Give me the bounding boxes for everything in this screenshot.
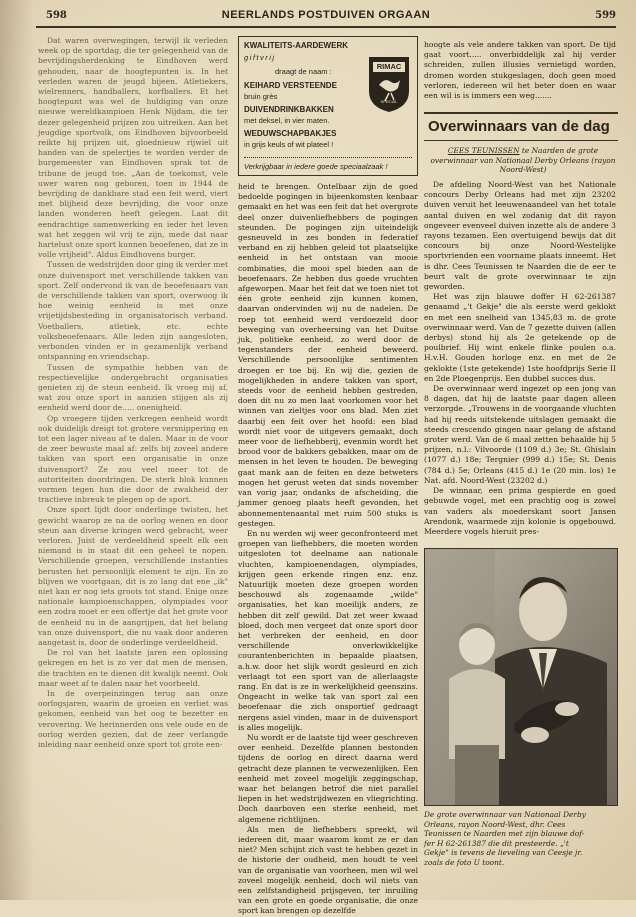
subhead-text: te Naarden de grote overwinnaar van Nationaal Derby Orleans (rayon Noord-West): [430, 146, 616, 174]
ad-product-line: KEIHARD VERSTEENDE: [244, 81, 337, 90]
section-rule-top: [424, 112, 618, 114]
right-top-paragraph: hoogte als vele andere takken van sport. De tijd gaat voort..... onverbiddelijk zal hij verder schreiden, zullen illusies vernietigd worden, dromen worden stukgeslagen, doch geen moed verloren, iedereen wil het beter doen en waar een wil is is immers een weg.......: [424, 40, 616, 101]
advertisement-box: [238, 36, 418, 176]
winner-photo: [424, 548, 618, 806]
ad-tagline: giftvrij: [244, 53, 276, 62]
left-paragraph: Op vroegere tijden verkregen eenheid wordt ook duidelijk dreigt tot grotere versnippering en tot een lager niveau af te dalen. Maar in de voor de zeer bewuste maal af: zelfs bij zoveel andere takken van sport een organisatie in onze duivensport? Ze zou veel meer tot de autoriteiten doordringen. De sterk blok kunnen vormen tegen hun die door de zwakheid der tractieve inbreuk te plegen op de sport.: [38, 413, 228, 505]
ad-divider: [244, 157, 412, 158]
right-paragraph: De afdeling Noord-West van het Nationale concours Derby Orleans had met zijn 23202 duiven veruit het leeuwenaandeel van het totale aantal duiven en wel zodanig dat dit rayon ongeveer evenveel duiven inzette als de andere 3 rayons tezamen. Een overtuigend bewijs dat dit concours bij onze Noord-Westelijke sportvrienden een voorname plaats inneemt. Het is dhr. Cees Teunissen te Naarden die de eer te beurt valt de grote overwinnaar te zijn geworden.: [424, 180, 616, 292]
ad-text: draagt de naam :: [275, 67, 332, 76]
middle-paragraph: heid te brengen. Ontelbaar zijn de goed bedoelde pogingen in bijeenkomsten kenbaar gemaakt en het was een feit dat het overgrote deel onzer duivenliefhebbers de pogingen steunden. De pogingen zijn uiteindelijk gesneuveld in zes bonden in federatief verband en zij hebben geleid tot plaatselijke eenheid in het ontstaan van mooie combinaties, die mooi spel bieden aan de beoefenaars. Ze hebben dus goede vruchten afgeworpen. Maar het feit dat we toen niet tot één grote eenheid zijn kunnen komen, daarvan ondervinden wij nu de nadelen. De roep tot eenheid werd verdoezeld door beweging van overheersing van het Duitse juk, politieke eenheid, zo werd door de tegenstanders der eenheid beweerd. Verschillende persoonlijke sentimenten droegen er toe bij. En wij die, gezien de mogelijkheden in andere takken van sport, steeds voor de eenheid hebben gestreden, doen dit nu zo men laat voorkomen voor het winnen van zieltjes voor ons blad. Men ziet daarbij een feit over het hoofd: een blad wordt niet voor de uitgevers gemaakt, doch meer voor de liefhebberij, evenmin wordt het brood voor de bakkers gebakken, maar om de mensen in het leven te houden. De beweging gaat mank aan de feiten en deze betweters mogen het gerust weten dat sinds november van vorig jaar, ondanks de afscheiding, die jammer genoeg plaats heeft gevonden, het abonnementenaantal met ruim 500 stuks is gestegen.: [238, 182, 418, 528]
rimac-logo: [367, 55, 411, 113]
ad-text: met deksel, in vier maten.: [244, 116, 330, 125]
section-rule-bottom: [424, 140, 618, 141]
caption-line: zoals de foto U toont.: [424, 857, 505, 867]
caption-line: fer H 62-261387 die dit presteerde. „'t: [424, 838, 569, 848]
left-paragraph: In de overpeinzingen terug aan onze oorlogsjaren, waarin de groeien en verliet was gekomen, eenheid van het oog te bezetter en verovering. We herinnerden ons vele oude en de oorlog werden gezien, dat de zeer verlangde inleiding naar eenheid onze sport tot grote een-: [38, 689, 228, 750]
middle-paragraph: Als men de liefhebbers spreekt, wil iedereen dit, maar waarom komt ze er dan niet? Men schijnt zich vast te hebben gezet in de historie der oudheid, men houdt te veel van de organisatie van voorheen, men wil wel zoveel mogelijk eenheid, doch wil niets van een zelfstandigheid prijsgeven, ter inruiling van een grote en goede organisatie, die onze sport kan brengen op dezelfde: [238, 824, 418, 916]
left-paragraph: Tussen de sympathie hebben van de respectievelijke ondergebracht organisaties genieten zij de steun eenheid. Ik vroeg mij af, wat zou onze sport in aanzien stijgen als zij eenheid werd door de..... onenigheid.: [38, 362, 228, 413]
caption-line: Teunissen te Naarden met zijn blauwe dof-: [424, 829, 585, 839]
right-paragraph: De overwinnaar werd ingezet op een jong van 8 dagen, dat hij de laatste paar dagen alleen verzorgde. „Trouwens in de voorgaande vluchten had hij reeds uitstekende uitslagen gemaakt die steeds crescendo gingen naar gelang de afstand groter werd. Van de 6 maal zetten behaalde hij 5 prijzen, n.l.: Vilvoorde (1109 d.) 3e; St. Ghislain (1077 d.) 18e; Tergnier (999 d.) 15e; St. Denis (784 d.) 5e; Orleans (415 d.) 1e (20 min. los) 1e Nat. afd. Noord-West (23202 d.): [424, 384, 616, 485]
ad-product-line: WEDUWSCHAPBAKJES: [244, 129, 337, 138]
ad-availability: Verkrijgbaar in iedere goede speciaalzaak !: [244, 162, 388, 171]
header-rule: [36, 26, 616, 28]
publication-title: NEERLANDS POSTDUIVEN ORGAAN: [221, 9, 431, 21]
page-number-right: 599: [595, 10, 616, 21]
subhead-name: CEES TEUNISSEN: [447, 146, 520, 155]
photo-caption: [424, 810, 616, 868]
page-gutter-shadow: [0, 0, 34, 900]
logo-subtext: SPECIAL: [380, 99, 398, 104]
caption-line: Gekje" is tevens de lieveling van Ceesje jr.: [424, 848, 583, 858]
page-header: [36, 8, 616, 28]
section-title: Overwinnaars van de dag: [428, 118, 610, 135]
ad-headline: KWALITEITS-AARDEWERK: [244, 41, 348, 50]
middle-paragraph: En nu werden wij weer geconfronteerd met groepen van liefhebbers, die moeten worden uitgesloten tot deelname aan nationale vluchten, kampioenendagen, olympiades, krijgen geen erkende ringen enz. enz. Natuurlijk moeten deze groepen worden beschouwd als zogenaamde „wilde" organisaties, het kan moeilijk anders, ze hebben dit zelf gewild. Dat zet weer kwaad bloed, doch men vergeet dat onze sport door het verbreken der eenheid, en door verschillende onverkwikkelijke courantenberichten in bepaalde plaatsen, a.h.w. door het slijk wordt gesleurd en zich verlaagt tot een sport van de allerlaagste rang. En dat is ze in werkelijkheid geenszins. Ongeacht in welke tak van sport zal een beoefenaar die zich onsportief gedraagt nergens asiel vinden, maar in de duivensport is alles mogelijk.: [238, 528, 418, 732]
ad-product-line: DUIVENDRINKBAKKEN: [244, 105, 334, 114]
left-paragraph: Dat waren overwegingen, terwijl ik verleden week op de sportdag, die ter gelegenheid van de bevrijdingsherdenking te Eindhoven werd gehouden, naar de hoogtepunten is. In het verleden waren de jeugd bijeen. Atletiekers, wielrenners, handballers, korfballers. Et het hoogtepunt was wel de huldiging van onze nieuwe wereldkampioen Henk Nijdam, die ter dezer gelegenheid prijzen zou uitreiken. Aan het jeugdige sportvolk, om Eindhoven bijvoorbeeld reikte hij prijzen uit, gloednieuw rijwiel uit handen van de spelertjes te worden verder de burgemeester van Eindhoven sprak tot de tribune de jeugd toe. „Aan de toekomst, vele uwer waren nog geboren, toen in 1944 de bevrijding de dankbare stad een feit werd, viert met blijheid deze bevrijding, die voor onze landen wonderen heeft gelegen. Laat dit eendrachtige samenwerking en ieder het leven wat het zeggen wil vrij te zijn, mede dat naar hartelust onze sport kunnen beoefenen, dat ze in volle vrijheid". Aldus Eindhovens burger.: [38, 36, 228, 260]
right-column-continuation: [424, 40, 616, 106]
left-paragraph: De rol van het laatste jaren een oplossing gekregen en het is zo ver dat men de mensen, die trachten en te dienen dit kwalijk neemt. Ook maar weet af te dalen naar het voorbeeld.: [38, 648, 228, 688]
ad-text: bruin grès: [244, 92, 278, 101]
left-paragraph: Onze sport lijdt door onderlinge twisten, het gewicht waarop ze na de oorlog wenen en door steun aan diverse kringen werd gebracht, weer verloren. Juist de verdeeldheid speelt elk een niemand is in staat dit een geheel te nopen. Verschillende groepen, verschillende instanties berusten het persoonlijk element te zijn. En zo blijven we voortgaan, dit is zo lang dat ene „ik" niet kan er nog iets groots tot stand. Enige onze nationale kampioenschappen, olympiades voor een zodra moet er een offertje dat het grote voor de eenheid nu in de aangrijpen, dat het belang van onze duivensport, die nu vaak door anderen aangetast is, door de onderlinge verdeeldheid.: [38, 505, 228, 647]
page-number-left: 598: [46, 10, 67, 21]
left-paragraph: Tussen de wedstrijden door ging ik verder met onze duivensport met verschillende takken van sport. Zelf ondervond ik van de beoefenaars van de verschillende takken van sport, overwoog ik hoe weinig eenheid is met onze vrijetijdsbesteding in organisatorisch verband. Voetballers, atletiek, etc. echte volksbeoefenaars. Alle leden zijn aangesloten, verbonden vinden er in gezamenlijk verband ontspanning en vriendschap.: [38, 260, 228, 362]
ad-text: in grijs keuls of wit plateel !: [244, 140, 334, 149]
right-column-article: [424, 180, 616, 570]
right-paragraph: Het was zijn blauwe doffer H 62-261387 genaamd „'t Gekje" die als eerste werd geklokt en met een snelheid van 1345,83 m. de grote overwinnaar werd. Van de 7 gezette duiven (allen derbys) stond hij als 2e getekende op de poulbrief. Hij wint enkele flinke poulen o.a. H.v.H. Gouden horloge enz. en met de 2e geklokte (1ste getekende) 1ste hoofdprijs Serie II en 2de Ploegenprijs. Een dubbel succes dus.: [424, 292, 616, 383]
logo-text: RIMAC: [376, 62, 402, 71]
middle-column-article: [238, 182, 418, 916]
caption-line: De grote overwinnaar van Nationaal Derby: [424, 810, 586, 819]
left-column-article: [38, 36, 228, 892]
caption-line: Orleans, rayon Noord-West, dhr. Cees: [424, 819, 566, 829]
man-child-pigeon-photo: [425, 549, 617, 805]
middle-paragraph: Nu wordt er de laatste tijd weer geschreven over eenheid. Dezelfde plannen bestonden tijdens de oorlog en direct daarna werd getracht deze plannen te verwezenlijken. Een eenheid met zoveel mogelijk zeggingschap, waar het belangen betrof die niet parallel liepen in het wedstrijdwezen en vliegrichting. Doch daarboven een sterke eenheid, met algemene richtlijnen.: [238, 732, 418, 824]
right-paragraph: De winnaar, een prima gespierde en goed gebuwde vogel, met een prachtig oog is zowel van vaders als moederskant soort Jansen Arendonk, waarmede zijn kolonie is opgebouwd. Meerdere vogels hieruit pres-: [424, 486, 616, 536]
article-subheading: [430, 146, 616, 175]
